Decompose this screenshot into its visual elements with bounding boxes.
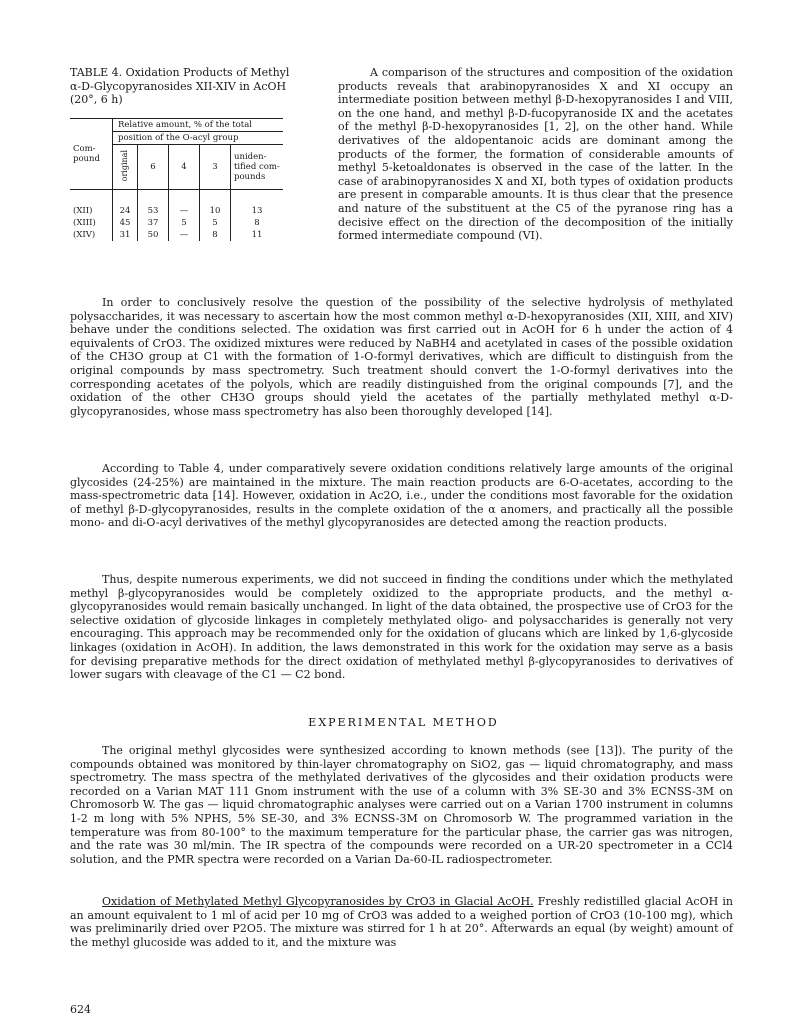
col-compound: Com-pound (70, 119, 113, 190)
col-original: original (120, 149, 129, 182)
col-relative: Relative amount, % of the total (113, 119, 284, 132)
col-position: position of the O-acyl group (113, 132, 284, 145)
page-number: 624 (70, 1003, 91, 1016)
paragraph-3: Thus, despite numerous experiments, we did not succeed in finding the conditions under which the methylated methyl β-glycopyranosides would be completely oxidized to the appropriate products, and the methyl α-glycopyranosides would remain basically unchanged. In light of the data obtained, the prospective use of CrO3 for the selective oxidation of glycoside linkages in completely methylated oligo- and polysaccharides is generally not very encouraging. This approach may be recommended only for the oxidation of glucans which are linked by 1,6-glycoside linkages (oxidation in AcOH). In addition, the laws demonstrated in this work for the oxidation may serve as a basis for devising preparative methods for the direct oxidation of methylated methyl β-glycopyranosides to derivatives of lower sugars with cleavage of the C1 — C2 bond. (70, 573, 733, 682)
table4 (70, 118, 283, 241)
section-heading: EXPERIMENTAL METHOD (308, 716, 499, 729)
paragraph-5-title: Oxidation of Methylated Methyl Glycopyranosides by CrO3 in Glacial AcOH. (102, 895, 534, 908)
col-4: 4 (169, 145, 200, 190)
col-6: 6 (138, 145, 169, 190)
paragraph-1: In order to conclusively resolve the question of the possibility of the selective hydrolysis of methylated polysaccharides, it was necessary to ascertain how the most common methyl α-D-hexopyranosides (XII, XIII, and XIV) behave under the conditions selected. The oxidation was first carried out in AcOH for 6 h under the action of 4 equivalents of CrO3. The oxidized mixtures were reduced by NaBH4 and acetylated in cases of the possible oxidation of the CH3O group at C1 with the formation of 1-O-formyl derivatives, which are difficult to distinguish from the original compounds by mass spectrometry. Such treatment should convert the 1-O-formyl derivatives into the corresponding acetates of the polyols, which are readily distinguished from the original compounds [7], and the oxidation of the other CH3O groups should yield the acetates of the partially methylated methyl α-D-glycopyranosides, whose mass spectrometry has also been thoroughly developed [14]. (70, 296, 733, 418)
paragraph-5: Oxidation of Methylated Methyl Glycopyranosides by CrO3 in Glacial AcOH. Freshly redistilled glacial AcOH in an amount equivalent to 1 ml of acid per 10 mg of CrO3 was added to a weighed portion of CrO3 (10-100 mg), which was preliminarily dried over P2O5. The mixture was stirred for 1 h at 20°. Afterwards an equal (by weight) amount of the methyl glucoside was added to it, and the mixture was (70, 895, 733, 949)
table-row: (XIV) 31 50 — 8 11 (70, 229, 283, 241)
col-3: 3 (200, 145, 231, 190)
table4-caption: TABLE 4. Oxidation Products of Methyl α-D-Glycopyranosides XII-XIV in AcOH (20°, 6 h) (70, 66, 290, 107)
table-row: (XII) 24 53 — 10 13 (70, 190, 283, 218)
col-unidentified: uniden-tified com-pounds (231, 145, 284, 190)
table-row: (XIII) 45 37 5 5 8 (70, 217, 283, 229)
paragraph-4: The original methyl glycosides were synthesized according to known methods (see [13]). The purity of the compounds obtained was monitored by thin-layer chromatography on SiO2, gas — liquid chromatography, and mass spectrometry. The mass spectra of the methylated derivatives of the glycosides and their oxidation products were recorded on a Varian MAT 111 Gnom instrument with the use of a column with 3% SE-30 and 3% ECNSS-3M on Chromosorb W. The gas — liquid chromatographic analyses were carried out on a Varian 1700 instrument in columns 1-2 m long with 5% NPHS, 5% SE-30, and 3% ECNSS-3M on Chromosorb W. The programmed variation in the temperature was from 80-100° to the maximum temperature for the particular phase, the carrier gas was nitrogen, and the rate was 30 ml/min. The IR spectra of the compounds were recorded on a UR-20 spectrometer in a CCl4 solution, and the PMR spectra were recorded on a Varian Da-60-IL radiospectrometer. (70, 744, 733, 866)
paragraph-2: According to Table 4, under comparatively severe oxidation conditions relatively large amounts of the original glycosides (24-25%) are maintained in the mixture. The main reaction products are 6-O-acetates, according to the mass-spectrometric data [14]. However, oxidation in Ac2O, i.e., under the conditions most favorable for the oxidation of methyl β-D-glycopyranosides, results in the complete oxidation of the α anomers, and practically all the possible mono- and di-O-acyl derivatives of the methyl glycopyranosides are detected among the reaction products. (70, 462, 733, 530)
right-column-text: A comparison of the structures and composition of the oxidation products reveals that arabinopyranosides X and XI occupy an intermediate position between methyl β-D-hexopyranosides I and VIII, on the one hand, and methyl β-D-fucopyranoside IX and the acetates of the methyl β-D-hexopyranosides [1, 2], on the other hand. While derivatives of the aldopentanoic acids are dominant among the products of the former, the formation of considerable amounts of methyl 5-ketoaldonates is observed in the case of the latter. In the case of arabinopyranosides X and XI, both types of oxidation products are present in comparable amounts. It is thus clear that the presence and nature of the substituent at the C5 of the pyranose ring has a decisive effect on the direction of the decomposition of the initially formed intermediate compound (VI). (338, 66, 733, 243)
